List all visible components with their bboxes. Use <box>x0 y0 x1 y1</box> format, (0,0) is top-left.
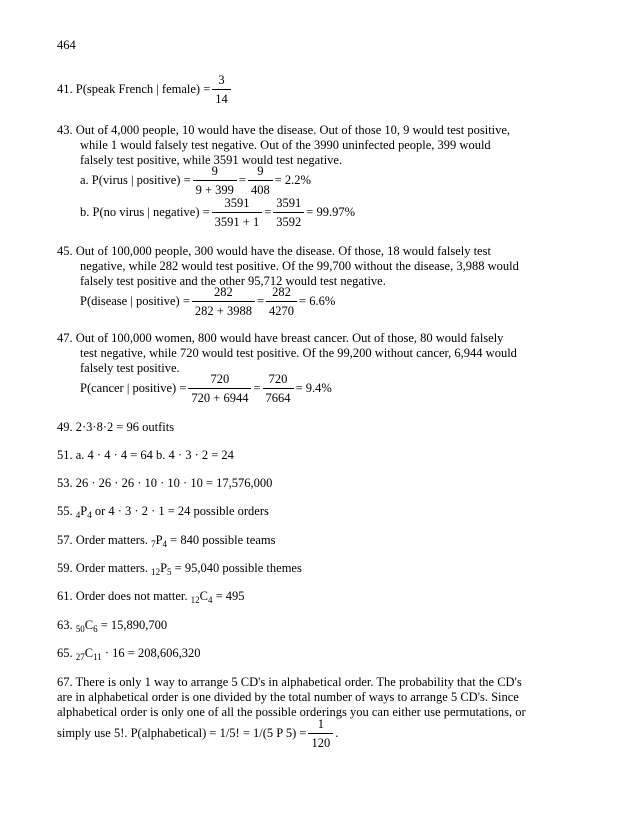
equals-sign: = <box>256 294 265 309</box>
subscript-r: 5 <box>167 567 172 577</box>
page-number: 464 <box>57 38 76 52</box>
fraction-numerator: 282 <box>272 285 291 299</box>
permutation-symbol: P <box>160 561 168 575</box>
fraction <box>273 197 304 228</box>
fraction-denominator: 3591 + 1 <box>212 212 263 229</box>
equation-label: P(disease | positive) = <box>80 294 190 309</box>
fraction-numerator: 9 <box>257 164 264 178</box>
combination-symbol: C <box>199 589 208 603</box>
fraction-denominator: 4270 <box>266 301 297 318</box>
problem-text: = 495 <box>212 589 245 603</box>
permutation-symbol: P <box>155 533 163 547</box>
problem-47-equation <box>80 373 332 404</box>
equation-label: b. P(no virus | negative) = <box>80 205 210 220</box>
subscript-n: 12 <box>151 567 161 577</box>
combination-symbol: C <box>84 646 94 660</box>
problem-text: · 16 = 208,606,320 <box>101 646 201 660</box>
fraction-numerator: 282 <box>214 285 233 299</box>
equation-result: = 2.2% <box>274 173 311 188</box>
fraction <box>248 165 273 196</box>
fraction-numerator: 3 <box>218 73 225 87</box>
problem-43-line-3: falsely test positive, while 3591 would test negative. <box>80 153 343 167</box>
problem-45-line-1: 45. Out of 100,000 people, 300 would have the disease. Of those, 18 would falsely test <box>57 244 491 258</box>
fraction <box>212 197 263 228</box>
fraction <box>308 718 333 749</box>
subscript-n: 50 <box>75 624 85 634</box>
problem-51: 51. a. 4 · 4 · 4 = 64 b. 4 · 3 · 2 = 24 <box>57 448 234 462</box>
fraction-denominator: 3592 <box>273 212 304 229</box>
problem-53: 53. 26 · 26 · 26 · 10 · 10 · 10 = 17,576,000 <box>57 476 273 490</box>
problem-47-line-3: falsely test positive. <box>80 361 180 375</box>
problem-43-line-1: 43. Out of 4,000 people, 10 would have the disease. Out of those 10, 9 would test positive, <box>57 123 511 137</box>
problem-43b-equation <box>80 197 355 228</box>
problem-63 <box>57 619 167 632</box>
problem-41-text: 41. P(speak French | female) = <box>57 82 211 97</box>
subscript-n: 7 <box>151 539 156 549</box>
problem-text: or 4 · 3 · 2 · 1 = 24 possible orders <box>91 504 269 518</box>
fraction-numerator: 9 <box>211 164 218 178</box>
equals-sign: = <box>238 173 246 188</box>
permutation-symbol: P <box>80 504 88 518</box>
problem-67-line-3: alphabetical order is only one of all the possible orderings you can either use permutations, or <box>57 705 526 719</box>
subscript-r: 4 <box>162 539 168 549</box>
equation-label: a. P(virus | positive) = <box>80 173 191 188</box>
problem-text: 65. <box>57 646 76 660</box>
problem-text: = 95,040 possible themes <box>171 561 302 575</box>
fraction <box>188 373 251 404</box>
fraction <box>212 74 231 105</box>
fraction <box>263 373 294 404</box>
problem-47-line-2: test negative, while 720 would test positive. Of the 99,200 without cancer, 6,944 would <box>80 346 517 360</box>
problem-text: 61. Order does not matter. <box>57 589 191 603</box>
problem-text: 59. Order matters. <box>57 561 152 575</box>
problem-text: = 15,890,700 <box>97 618 168 632</box>
fraction-denominator: 9 + 399 <box>193 180 237 197</box>
problem-67-equation <box>57 718 338 749</box>
problem-43-line-2: while 1 would falsely test negative. Out of the 3990 uninfected people, 399 would <box>80 138 491 152</box>
problem-41 <box>57 74 233 105</box>
problem-65 <box>57 647 200 660</box>
problem-text: 63. <box>57 618 76 632</box>
problem-49: 49. 2·3·8·2 = 96 outfits <box>57 420 175 434</box>
problem-55 <box>57 505 269 518</box>
problem-text: 55. <box>57 504 76 518</box>
fraction <box>193 165 237 196</box>
fraction-denominator: 14 <box>212 89 231 106</box>
fraction-denominator: 7664 <box>263 388 294 405</box>
problem-text: 57. Order matters. <box>57 533 152 547</box>
subscript-n: 27 <box>75 652 85 662</box>
problem-45-line-3: falsely test positive and the other 95,712 would test negative. <box>80 274 386 288</box>
subscript-r: 4 <box>208 595 213 605</box>
subscript-r: 4 <box>87 510 92 520</box>
fraction <box>192 286 255 317</box>
equation-result: . <box>335 726 339 741</box>
problem-47-line-1: 47. Out of 100,000 women, 800 would have breast cancer. Out of those, 80 would falsely <box>57 331 504 345</box>
problem-67-line-2: are in alphabetical order is one divided by the total number of ways to arrange 5 CD's. Since <box>57 690 519 704</box>
fraction-numerator: 3591 <box>224 196 250 210</box>
equation-label: simply use 5!. P(alphabetical) = 1/5! = 1/(5 P 5) = <box>57 726 307 741</box>
problem-45-line-2: negative, while 282 would test positive. Of the 99,700 without the disease, 3,988 would <box>80 259 519 273</box>
subscript-n: 4 <box>75 510 81 520</box>
problem-43a-equation <box>80 165 311 196</box>
subscript-r: 11 <box>93 652 102 662</box>
equals-sign: = <box>253 381 261 396</box>
subscript-n: 12 <box>190 595 200 605</box>
fraction-numerator: 1 <box>317 717 324 731</box>
combination-symbol: C <box>84 618 94 632</box>
subscript-r: 6 <box>93 624 98 634</box>
fraction-denominator: 408 <box>248 180 273 197</box>
equation-result: = 6.6% <box>299 294 336 309</box>
fraction-denominator: 282 + 3988 <box>192 301 255 318</box>
problem-text: = 840 possible teams <box>167 533 276 547</box>
equals-sign: = <box>264 205 272 220</box>
fraction-numerator: 720 <box>268 372 288 386</box>
problem-57 <box>57 534 275 547</box>
problem-67-line-1: 67. There is only 1 way to arrange 5 CD's in alphabetical order. The probability that the CD's <box>57 675 522 689</box>
fraction-denominator: 720 + 6944 <box>188 388 251 405</box>
equation-result: = 99.97% <box>306 205 356 220</box>
problem-59 <box>57 562 302 575</box>
fraction-numerator: 720 <box>210 372 230 386</box>
fraction-numerator: 3591 <box>276 196 302 210</box>
fraction-denominator: 120 <box>308 733 333 750</box>
equation-label: P(cancer | positive) = <box>80 381 187 396</box>
equation-result: = 9.4% <box>295 381 332 396</box>
problem-45-equation <box>80 286 335 317</box>
problem-61 <box>57 590 245 603</box>
fraction <box>266 286 297 317</box>
